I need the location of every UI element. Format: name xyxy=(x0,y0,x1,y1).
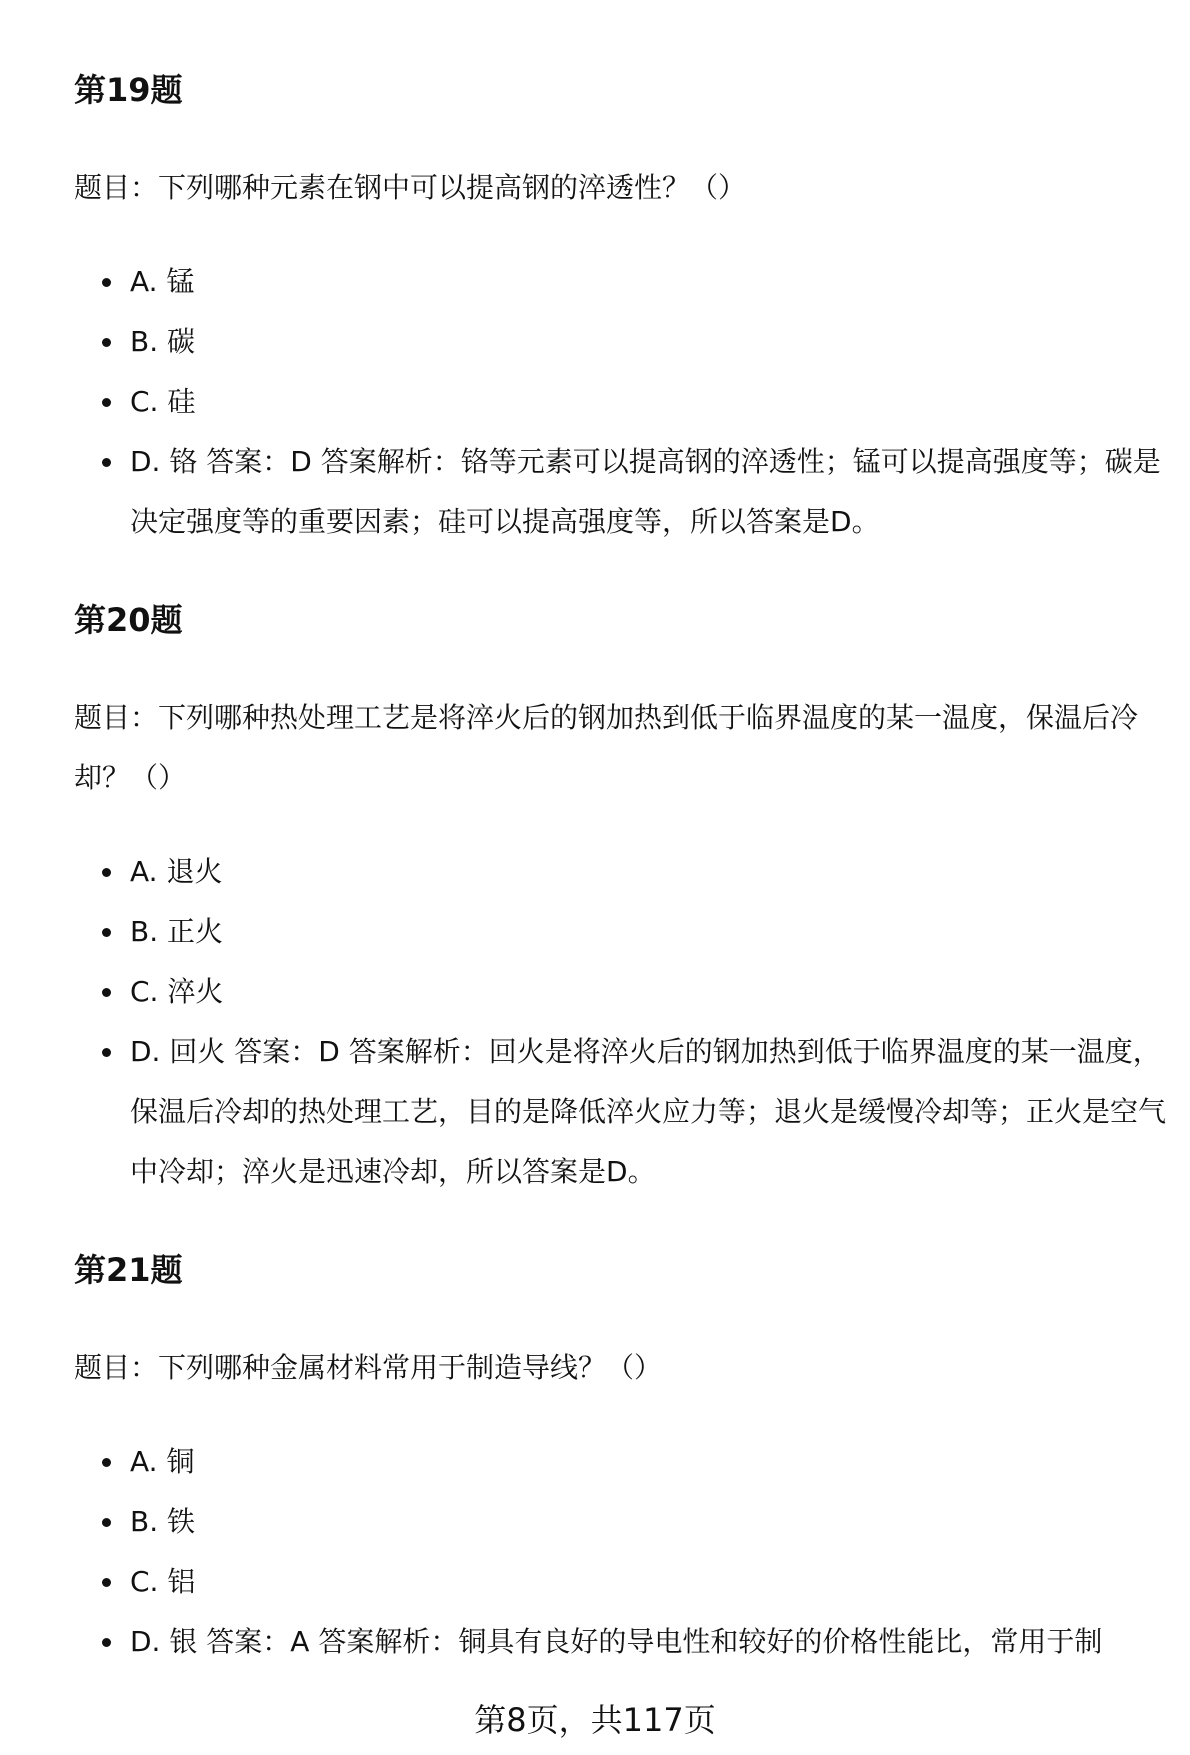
option-d-with-answer: D. 银 答案：A 答案解析：铜具有良好的导电性和较好的价格性能比，常用于制 xyxy=(74,1612,1174,1672)
option-d-with-answer: D. 铬 答案：D 答案解析：铬等元素可以提高钢的淬透性；锰可以提高强度等；碳是决定强度等的重要因素；硅可以提高强度等，所以答案是D。 xyxy=(74,432,1174,552)
option-list xyxy=(74,252,1174,552)
option-a: A. 铜 xyxy=(74,1432,1174,1492)
question-title: 第21题 xyxy=(74,1251,183,1289)
option-b: B. 碳 xyxy=(74,312,1174,372)
question-stem: 题目：下列哪种金属材料常用于制造导线？（） xyxy=(74,1351,663,1384)
option-list xyxy=(74,842,1174,1202)
option-c: C. 淬火 xyxy=(74,962,1174,1022)
option-a: A. 锰 xyxy=(74,252,1174,312)
option-b: B. 正火 xyxy=(74,902,1174,962)
page-number-footer: 第8页，共117页 xyxy=(474,1701,716,1739)
option-b: B. 铁 xyxy=(74,1492,1174,1552)
option-c: C. 铝 xyxy=(74,1552,1174,1612)
question-title: 第20题 xyxy=(74,601,183,639)
question-stem: 题目：下列哪种元素在钢中可以提高钢的淬透性？（） xyxy=(74,171,747,204)
option-d-with-answer: D. 回火 答案：D 答案解析：回火是将淬火后的钢加热到低于临界温度的某一温度，保温后冷却的热处理工艺，目的是降低淬火应力等；退火是缓慢冷却等；正火是空气中冷却；淬火是迅速冷却，所以答案是D。 xyxy=(74,1022,1174,1202)
option-a: A. 退火 xyxy=(74,842,1174,902)
question-stem: 题目：下列哪种热处理工艺是将淬火后的钢加热到低于临界温度的某一温度，保温后冷却？（） xyxy=(74,701,1139,794)
option-list xyxy=(74,1432,1174,1672)
question-title: 第19题 xyxy=(74,71,183,109)
option-c: C. 硅 xyxy=(74,372,1174,432)
